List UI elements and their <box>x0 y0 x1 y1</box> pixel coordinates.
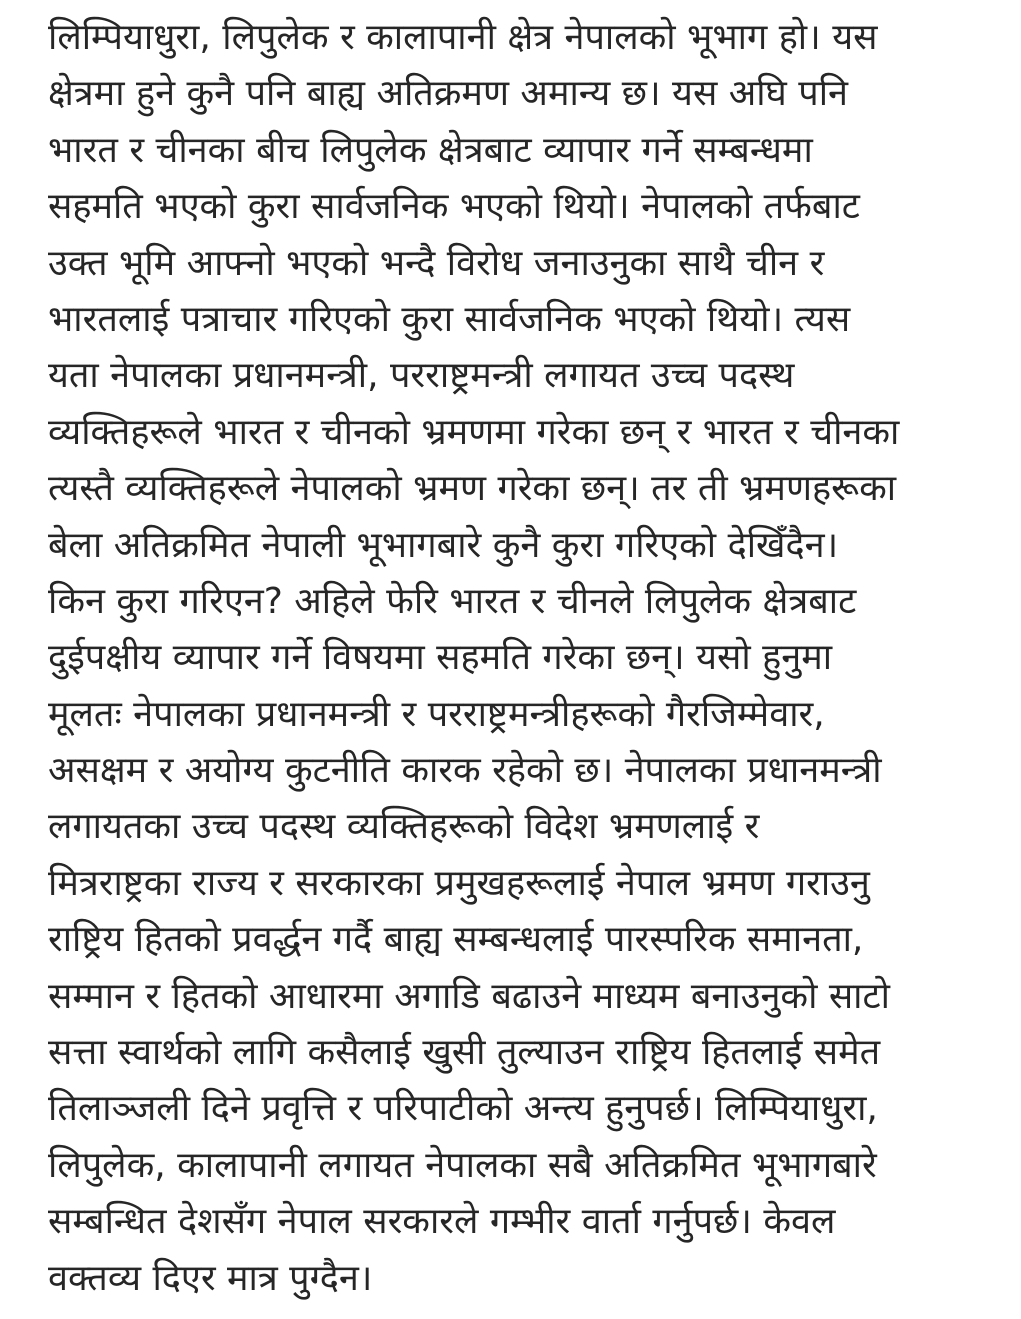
paragraph-line-9: त्यस्तै व्यक्तिहरूले नेपालको भ्रमण गरेका छन्। तर ती भ्रमणहरूका <box>48 468 897 510</box>
paragraph-line-23: वक्तव्य दिएर मात्र पुग्दैन। <box>48 1257 373 1299</box>
paragraph-line-16: मित्रराष्ट्रका राज्य र सरकारका प्रमुखहरूलाई नेपाल भ्रमण गराउनु <box>48 862 870 904</box>
paragraph-line-4: सहमति भएको कुरा सार्वजनिक भएको थियो। नेपालको तर्फबाट <box>48 186 860 228</box>
paragraph-line-11: किन कुरा गरिएन? अहिले फेरि भारत र चीनले लिपुलेक क्षेत्रबाट <box>48 580 857 622</box>
paragraph-line-22: सम्बन्धित देशसँग नेपाल सरकारले गम्भीर वार्ता गर्नुपर्छ। केवल <box>48 1201 836 1243</box>
paragraph-line-20: तिलाञ्जली दिने प्रवृत्ति र परिपाटीको अन्त्य हुनुपर्छ। लिम्पियाधुरा, <box>48 1088 878 1130</box>
paragraph-line-14: असक्षम र अयोग्य कुटनीति कारक रहेको छ। नेपालका प्रधानमन्त्री <box>48 750 882 792</box>
paragraph-line-17: राष्ट्रिय हितको प्रवर्द्धन गर्दै बाह्य सम्बन्धलाई पारस्परिक समानता, <box>48 919 864 961</box>
paragraph-line-13: मूलतः नेपालका प्रधानमन्त्री र परराष्ट्रमन्त्रीहरूको गैरजिम्मेवार, <box>48 693 825 735</box>
paragraph-line-12: दुईपक्षीय व्यापार गर्ने विषयमा सहमति गरेका छन्। यसो हुनुमा <box>48 637 833 679</box>
paragraph-line-3: भारत र चीनका बीच लिपुलेक क्षेत्रबाट व्यापार गर्ने सम्बन्धमा <box>48 129 813 171</box>
paragraph-line-8: व्यक्तिहरूले भारत र चीनको भ्रमणमा गरेका छन् र भारत र चीनका <box>48 411 900 453</box>
paragraph-line-2: क्षेत्रमा हुने कुनै पनि बाह्य अतिक्रमण अमान्य छ। यस अघि पनि <box>48 73 849 115</box>
paragraph-line-21: लिपुलेक, कालापानी लगायत नेपालका सबै अतिक्रमित भूभागबारे <box>48 1144 877 1186</box>
paragraph-line-1: लिम्पियाधुरा, लिपुलेक र कालापानी क्षेत्र नेपालको भूभाग हो। यस <box>48 17 878 58</box>
paragraph-line-18: सम्मान र हितको आधारमा अगाडि बढाउने माध्यम बनाउनुको साटो <box>48 975 890 1017</box>
paragraph-line-10: बेला अतिक्रमित नेपाली भूभागबारे कुनै कुरा गरिएको देखिँदैन। <box>48 524 839 566</box>
paragraph-line-15: लगायतका उच्च पदस्थ व्यक्तिहरूको विदेश भ्रमणलाई र <box>48 806 760 848</box>
paragraph-line-7: यता नेपालका प्रधानमन्त्री, परराष्ट्रमन्त्री लगायत उच्च पदस्थ <box>48 355 795 397</box>
article-paragraph <box>48 10 1008 1307</box>
paragraph-line-19: सत्ता स्वार्थको लागि कसैलाई खुसी तुल्याउन राष्ट्रिय हितलाई समेत <box>48 1032 881 1074</box>
paragraph-line-6: भारतलाई पत्राचार गरिएको कुरा सार्वजनिक भएको थियो। त्यस <box>48 298 851 340</box>
paragraph-line-5: उक्त भूमि आफ्नो भएको भन्दै विरोध जनाउनुका साथै चीन र <box>48 242 825 284</box>
